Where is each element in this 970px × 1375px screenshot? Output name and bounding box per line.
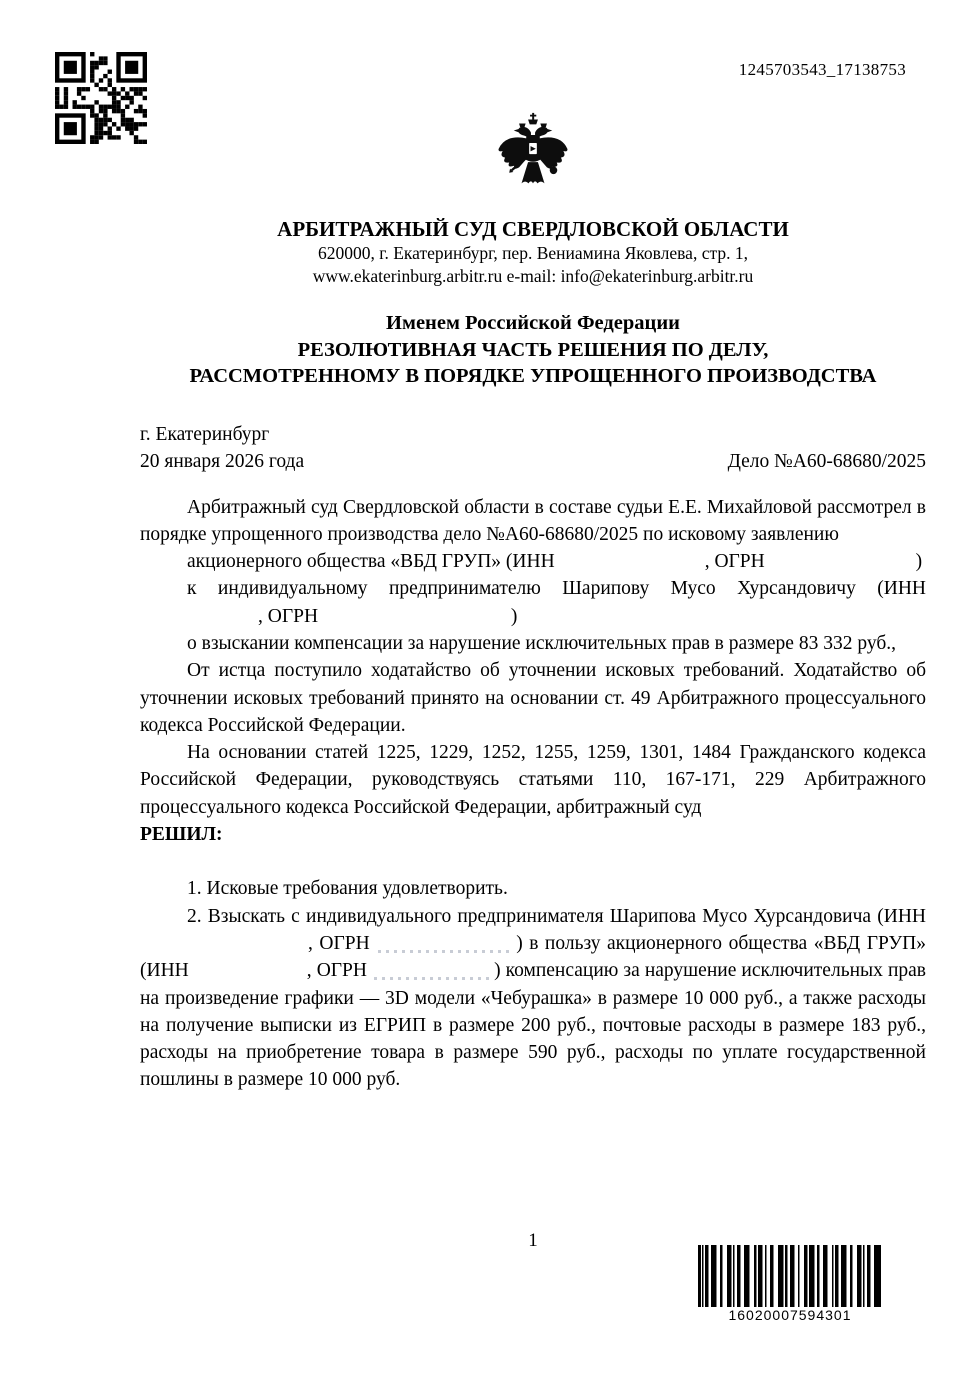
item2-text-c: ) в пользу акционерного общества «ВБД ГРУП» (ИНН: [140, 932, 926, 982]
resolution-heading: РЕШИЛ:: [140, 824, 223, 846]
redacted-ogrn-plaintiff-2: [372, 974, 494, 976]
title-line-2: РЕЗОЛЮТИВНАЯ ЧАСТЬ РЕШЕНИЯ ПО ДЕЛУ,: [297, 338, 769, 361]
meta-block: [140, 421, 926, 475]
plaintiff-ogrn-label: , ОГРН: [704, 551, 765, 573]
qr-code-icon: [55, 52, 147, 147]
court-contacts: www.ekaterinburg.arbitr.ru e-mail: info@ekaterinburg.arbitr.ru: [312, 266, 754, 286]
redacted-inn-plaintiff: [555, 565, 705, 567]
title-line-3: РАССМОТРЕННОМУ В ПОРЯДКЕ УПРОЩЕННОГО ПРОИЗВОДСТВА: [189, 365, 877, 387]
court-name: АРБИТРАЖНЫЙ СУД СВЕРДЛОВСКОЙ ОБЛАСТИ: [277, 217, 789, 241]
redacted-inn-plaintiff-2: [189, 974, 307, 976]
barcode-number: 16020007594301: [728, 1307, 852, 1323]
defendant-text: к индивидуальному предпринимателю Шарипову Мусо Хурсандовичу (ИНН: [187, 578, 926, 600]
defendant-close: ): [510, 605, 518, 627]
item2-ogrn-label-1: , ОГРН: [308, 932, 370, 954]
qr-code-image: [55, 52, 147, 144]
document-id-number: 1245703543_17138753: [738, 60, 906, 79]
city-line: г. Екатеринбург: [140, 423, 270, 445]
resolution-item-1: 1. Исковые требования удовлетворить.: [187, 878, 508, 900]
case-number: Дело №А60-68680/2025: [727, 450, 926, 472]
redacted-ogrn-defendant-2: [376, 947, 516, 949]
item2-text-e: ) компенсацию за нарушение исключительных прав на произведение графики — 3D модели «Чебурашка» в размере 10 000 руб., а также расходы на получение выписки из ЕГРИП в размере 200 руб., почтовые расходы в размере 183 руб., расходы на приобретение товара в размере 590 руб., расходы по уплате государственной пошлины в размере 10 000 руб.: [140, 960, 926, 1091]
resolution-item-2: [140, 903, 926, 1094]
redacted-ogrn-defendant: [323, 620, 511, 622]
item2-ogrn-label-2: , ОГРН: [306, 960, 367, 982]
legal-basis-paragraph: На основании статей 1225, 1229, 1252, 1255, 1259, 1301, 1484 Гражданского кодекса Российской Федерации, руководствуясь статьями 110, 167-171, 229 Арбитражного процессуального кодекса Российской Федерации, арбитражный суд: [140, 742, 926, 818]
barcode-container: [698, 1245, 882, 1323]
text-column: [140, 0, 926, 1094]
barcode-icon: [698, 1245, 882, 1307]
defendant-line: [140, 575, 926, 630]
item2-text-a: 2. Взыскать с индивидуального предпринимателя Шарипова Мусо Хурсандовича (ИНН: [187, 905, 926, 927]
case-intro-paragraph: Арбитражный суд Свердловской области в составе судьи Е.Е. Михайловой рассмотрел в порядке упрощенного производства дело №А60-68680/2025 по исковому заявлению: [140, 496, 926, 545]
decision-date: 20 января 2026 года: [140, 450, 305, 472]
motion-paragraph: От истца поступило ходатайство об уточнении исковых требований. Ходатайство об уточнении исковых требований принято на основании ст. 49 Арбитражного процессуального кодекса Российской Федерации.: [140, 660, 926, 736]
claim-subject-paragraph: о взыскании компенсации за нарушение исключительных прав в размере 83 332 руб.,: [187, 632, 896, 654]
coat-of-arms-icon: [492, 112, 574, 204]
title-line-1: Именем Российской Федерации: [386, 312, 680, 334]
document-title: [140, 310, 926, 390]
page-number: 1: [528, 1230, 538, 1251]
court-header: [140, 216, 926, 288]
plaintiff-close: ): [915, 551, 923, 573]
decision-body: [140, 494, 926, 1094]
redacted-ogrn-plaintiff: [770, 565, 916, 567]
court-address: 620000, г. Екатеринбург, пер. Вениамина Яковлева, стр. 1,: [318, 243, 748, 263]
redacted-inn-defendant-2: [140, 947, 308, 949]
defendant-ogrn-label: , ОГРН: [258, 605, 319, 627]
plaintiff-text: акционерного общества «ВБД ГРУП» (ИНН: [187, 551, 555, 573]
date-case-row: [140, 448, 926, 475]
redacted-inn-defendant: [140, 620, 258, 622]
plaintiff-line: [140, 548, 926, 575]
emblem-container: [140, 112, 926, 204]
